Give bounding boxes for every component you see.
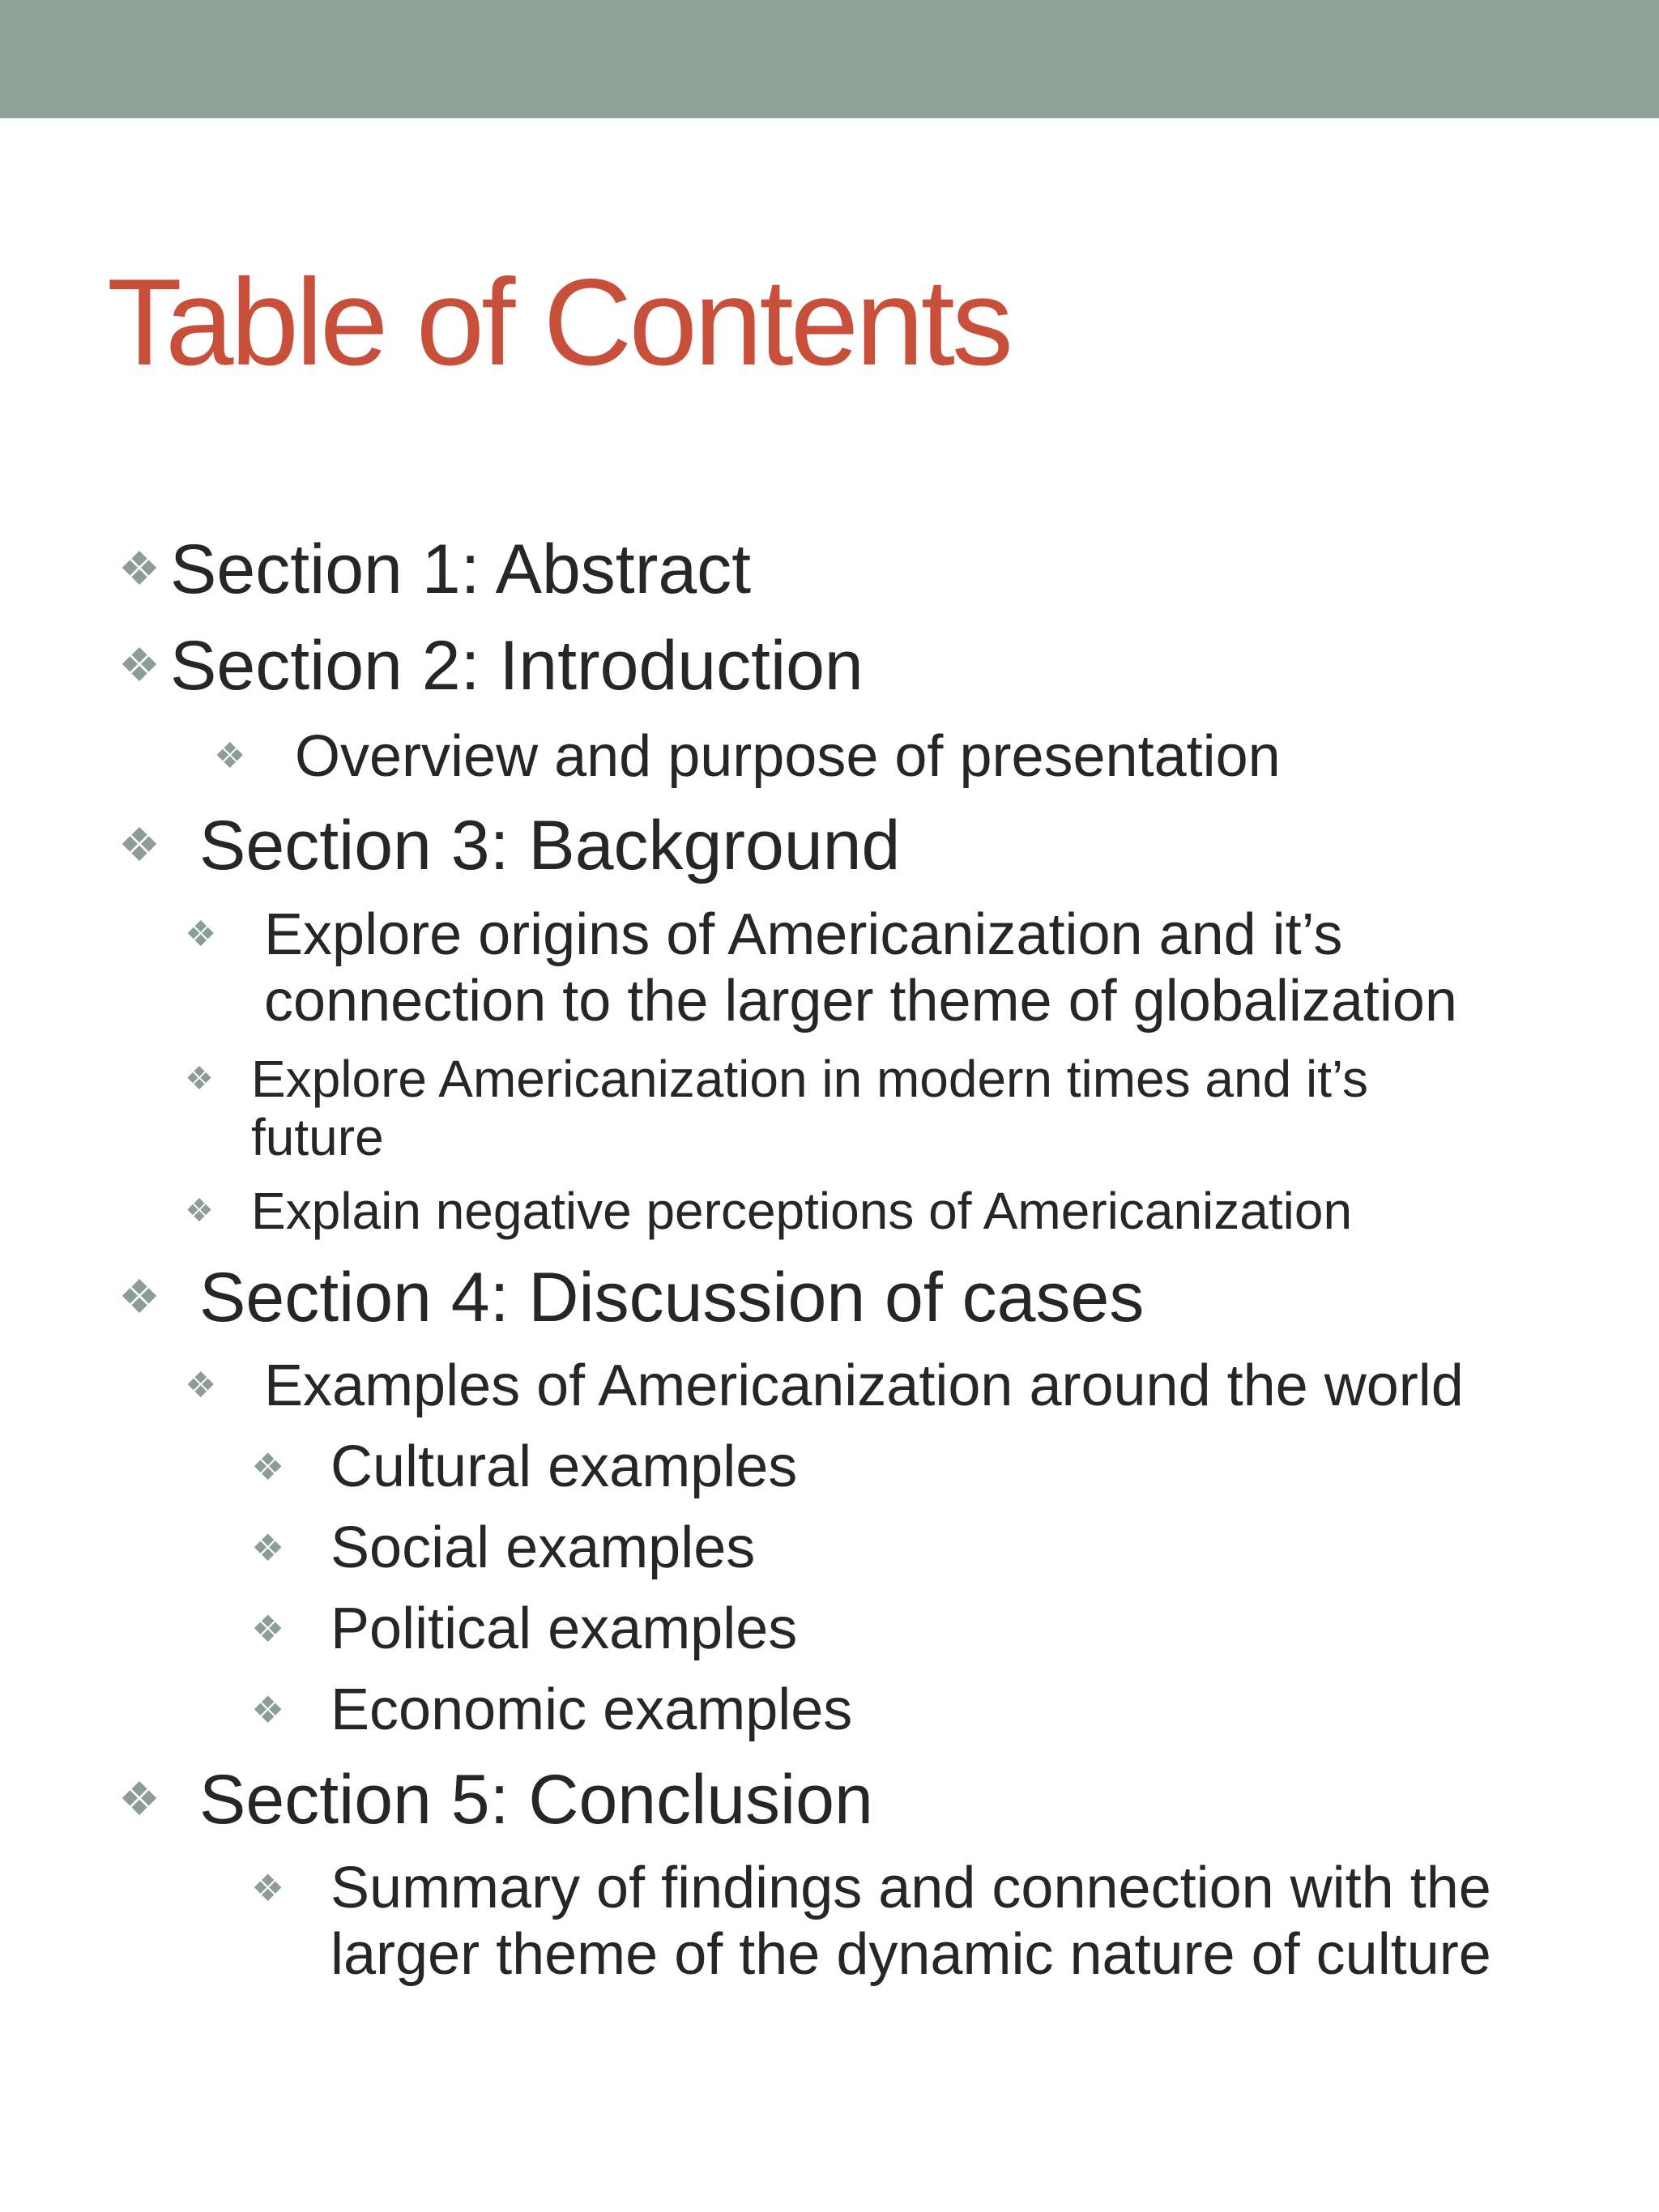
toc-section-4-sub-1-d-label: Economic examples (331, 1677, 853, 1742)
toc-section-3-sub-1-line-1: Explore origins of Americanization and it’s (264, 902, 1343, 967)
four-diamond-bullet-icon: ❖ (251, 1689, 285, 1731)
toc-section-1-label: Section 1: Abstract (170, 531, 752, 608)
toc-section-4-sub-1-a-label: Cultural examples (331, 1434, 798, 1499)
toc-section-4-sub-1-label: Examples of Americanization around the world (264, 1353, 1464, 1418)
four-diamond-bullet-icon: ❖ (118, 639, 160, 692)
four-diamond-bullet-icon: ❖ (118, 1271, 160, 1323)
four-diamond-bullet-icon: ❖ (118, 543, 160, 595)
toc-section-5 (118, 1759, 1171, 1840)
toc-section-2-sub-1-label: Overview and purpose of presentation (295, 724, 1281, 789)
toc-section-4-label: Section 4: Discussion of cases (199, 1259, 1145, 1336)
top-accent-bar (0, 0, 1659, 118)
toc-section-4-sub-1-d (251, 1677, 1223, 1743)
toc-section-2-sub-1 (214, 723, 1429, 790)
four-diamond-bullet-icon: ❖ (118, 819, 160, 872)
toc-section-3-sub-3 (185, 1181, 1562, 1241)
toc-section-3-sub-2-line-1: Explore Americanization in modern times and it’s (251, 1050, 1369, 1108)
slide-title: Table of Contents (107, 254, 1010, 391)
toc-section-3-sub-1 (185, 901, 1562, 1034)
toc-section-3-sub-3-label: Explain negative perceptions of Americanization (251, 1182, 1353, 1240)
toc-section-4-sub-1-b-label: Social examples (331, 1515, 756, 1580)
toc-section-3-sub-1-line-2: connection to the larger theme of globalization (264, 969, 1457, 1034)
toc-section-5-sub-1-line-2: larger theme of the dynamic nature of culture (331, 1922, 1491, 1987)
four-diamond-bullet-icon: ❖ (185, 914, 217, 954)
toc-section-3-sub-2 (185, 1049, 1562, 1169)
toc-section-2-label: Section 2: Introduction (170, 627, 864, 705)
four-diamond-bullet-icon: ❖ (251, 1608, 285, 1650)
toc-section-5-sub-1 (251, 1855, 1628, 1988)
four-diamond-bullet-icon: ❖ (251, 1446, 285, 1488)
toc-section-3-label: Section 3: Background (199, 807, 901, 884)
toc-section-4-sub-1 (185, 1353, 1562, 1419)
four-diamond-bullet-icon: ❖ (185, 1366, 217, 1405)
toc-section-4-sub-1-b (251, 1515, 1223, 1581)
toc-section-3 (118, 805, 1009, 886)
four-diamond-bullet-icon: ❖ (214, 736, 246, 776)
toc-section-2 (118, 625, 928, 706)
four-diamond-bullet-icon: ❖ (251, 1527, 285, 1569)
four-diamond-bullet-icon: ❖ (118, 1773, 160, 1826)
toc-section-5-sub-1-line-1: Summary of findings and connection with the (331, 1856, 1491, 1920)
four-diamond-bullet-icon: ❖ (185, 1061, 214, 1097)
toc-section-4 (118, 1257, 1333, 1338)
toc-section-5-label: Section 5: Conclusion (199, 1761, 873, 1839)
four-diamond-bullet-icon: ❖ (185, 1193, 214, 1229)
toc-section-4-sub-1-c (251, 1596, 1223, 1662)
four-diamond-bullet-icon: ❖ (251, 1867, 285, 1909)
toc-section-4-sub-1-c-label: Political examples (331, 1596, 798, 1661)
toc-section-4-sub-1-a (251, 1434, 1223, 1500)
toc-section-3-sub-2-line-2: future (251, 1108, 384, 1166)
toc-section-1 (118, 529, 847, 610)
